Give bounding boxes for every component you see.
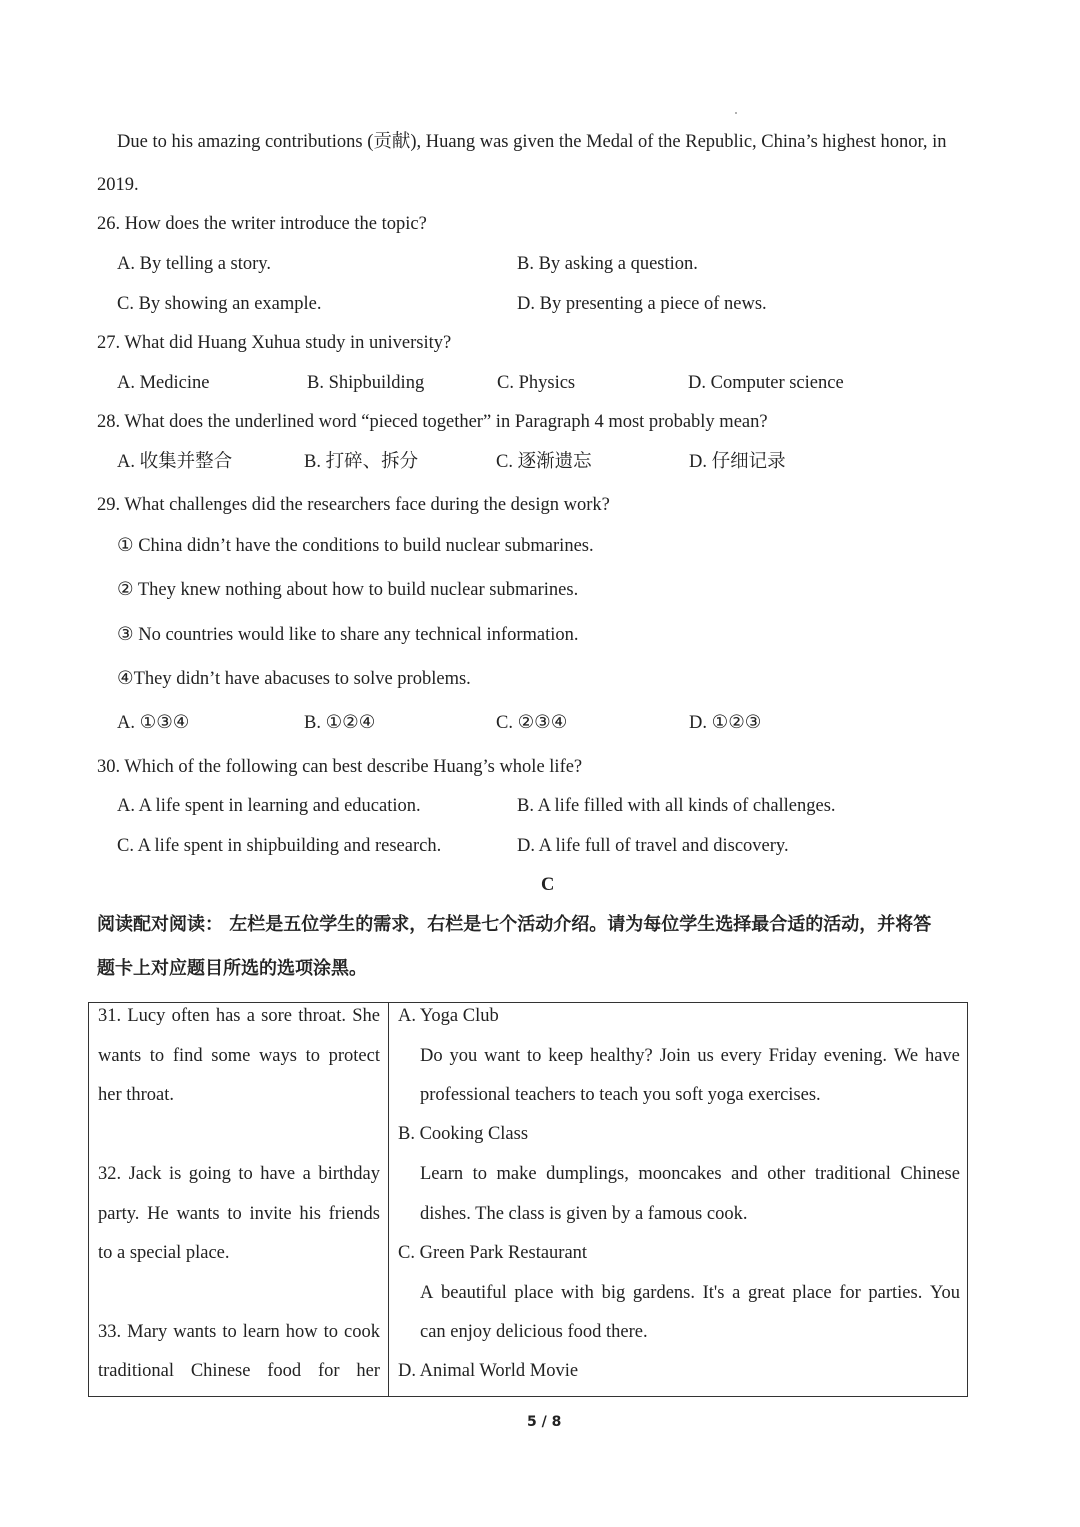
word: for <box>839 1283 861 1303</box>
activity-b-title: B. Cooking Class <box>398 1124 529 1144</box>
question-27-stem: 27. What did Huang Xuhua study in university? <box>97 333 452 353</box>
word: Chinese <box>190 1361 251 1381</box>
word: friends <box>328 1204 380 1224</box>
word: how <box>285 1322 318 1342</box>
word: with <box>561 1283 594 1303</box>
word: Join <box>659 1046 691 1066</box>
word: us <box>697 1046 714 1066</box>
word: She <box>352 1006 380 1026</box>
question-30-stem: 30. Which of the following can best describe Huang’s whole life? <box>97 757 583 777</box>
activity-c-desc: can enjoy delicious food there. <box>420 1322 648 1342</box>
word: have <box>924 1046 960 1066</box>
word: cook <box>344 1322 380 1342</box>
activity-a-desc: professional teachers to teach you soft yoga exercises. <box>420 1085 821 1105</box>
option-29-b: B. ①②④ <box>304 713 376 733</box>
word: It's <box>702 1283 725 1303</box>
word: birthday <box>318 1164 380 1184</box>
word: protect <box>328 1046 380 1066</box>
option-28-b: B. 打碎、拆分 <box>304 452 419 472</box>
statement-29-2: ② They knew nothing about how to build nuclear submarines. <box>117 580 579 600</box>
table-column-divider <box>388 1003 389 1396</box>
option-30-c: C. A life spent in shipbuilding and research. <box>117 836 442 856</box>
word: to <box>305 1046 320 1066</box>
passage-line: 2019. <box>97 175 139 195</box>
student-need-32: to a special place. <box>98 1243 230 1263</box>
option-28-a: A. 收集并整合 <box>117 452 233 472</box>
option-30-d: D. A life full of travel and discovery. <box>517 836 789 856</box>
word: to <box>222 1322 237 1342</box>
word: traditional <box>98 1361 175 1381</box>
word: a <box>246 1006 255 1026</box>
activity-c-title: C. Green Park Restaurant <box>398 1243 588 1263</box>
word: Lucy <box>127 1006 166 1026</box>
word: you <box>449 1046 478 1066</box>
word: want <box>484 1046 521 1066</box>
word: to <box>526 1046 542 1066</box>
activity-a-desc <box>420 1047 960 1066</box>
activity-c-desc <box>420 1284 960 1303</box>
word: to <box>323 1322 339 1342</box>
option-26-c: C. By showing an example. <box>117 294 322 314</box>
word: keep <box>548 1046 584 1066</box>
student-need-33 <box>98 1323 380 1342</box>
word: his <box>299 1204 321 1224</box>
student-need-31 <box>98 1047 380 1066</box>
word: and <box>731 1164 758 1184</box>
word: ways <box>258 1046 297 1066</box>
word: find <box>172 1046 203 1066</box>
matching-table <box>88 1002 968 1397</box>
section-instruction: 阅读配对阅读： 左栏是五位学生的需求，右栏是七个活动介绍。请为每位学生选择最合适的活动，并将答 <box>97 914 932 935</box>
word: You <box>929 1283 960 1303</box>
word: big <box>601 1283 626 1303</box>
option-29-c: C. ②③④ <box>496 713 568 733</box>
word: for <box>317 1361 340 1381</box>
word: make <box>496 1164 537 1184</box>
word: a <box>732 1283 741 1303</box>
word: We <box>893 1046 919 1066</box>
page-number: 5 / 8 <box>527 1414 562 1430</box>
activity-b-desc <box>420 1165 960 1184</box>
word: is <box>168 1164 182 1184</box>
word: dumplings, <box>546 1164 629 1184</box>
question-29-stem: 29. What challenges did the researchers face during the design work? <box>97 495 610 515</box>
word: party. <box>98 1204 140 1224</box>
word: A <box>420 1283 434 1303</box>
word: every <box>720 1046 762 1066</box>
option-29-a: A. ①③④ <box>117 713 190 733</box>
word: gardens. <box>632 1283 695 1303</box>
option-26-a: A. By telling a story. <box>117 254 271 274</box>
word: place <box>792 1283 832 1303</box>
word: learn <box>242 1322 280 1342</box>
word: wants <box>98 1046 142 1066</box>
activity-b-desc: dishes. The class is given by a famous cook. <box>420 1204 748 1224</box>
option-27-c: C. Physics <box>497 373 576 393</box>
word: Mary <box>127 1322 168 1342</box>
activity-a-title: A. Yoga Club <box>398 1006 499 1026</box>
student-need-31 <box>98 1007 380 1026</box>
student-need-32 <box>98 1205 380 1224</box>
word: He <box>147 1204 169 1224</box>
word: to <box>149 1046 165 1066</box>
student-need-32 <box>98 1165 380 1184</box>
option-27-d: D. Computer science <box>688 373 844 393</box>
option-26-d: D. By presenting a piece of news. <box>517 294 767 314</box>
word: healthy? <box>590 1046 653 1066</box>
question-28-stem: 28. What does the underlined word “pieced together” in Paragraph 4 most probably mean? <box>97 412 768 432</box>
option-30-a: A. A life spent in learning and education. <box>117 796 421 816</box>
statement-29-3: ③ No countries would like to share any technical information. <box>117 625 579 645</box>
word: parties. <box>868 1283 923 1303</box>
option-27-a: A. Medicine <box>117 373 210 393</box>
word: Chinese <box>900 1164 960 1184</box>
question-26-stem: 26. How does the writer introduce the topic? <box>97 214 427 234</box>
passage-line: Due to his amazing contributions (贡献), Huang was given the Medal of the Republic, China’s highest honor, in <box>117 132 947 152</box>
word: has <box>215 1006 241 1026</box>
word: invite <box>249 1204 292 1224</box>
word: other <box>767 1164 806 1184</box>
word: wants <box>176 1204 220 1224</box>
word: beautiful <box>441 1283 507 1303</box>
word: Friday <box>768 1046 817 1066</box>
word: food <box>267 1361 302 1381</box>
section-instruction: 题卡上对应题目所选的选项涂黑。 <box>97 958 367 979</box>
word: to <box>472 1164 488 1184</box>
word: great <box>747 1283 785 1303</box>
word: evening. <box>823 1046 887 1066</box>
student-need-33 <box>98 1362 380 1381</box>
word: throat. <box>298 1006 346 1026</box>
word: Jack <box>128 1164 162 1184</box>
option-28-c: C. 逐渐遗忘 <box>496 452 592 472</box>
section-heading: C <box>541 875 555 895</box>
word: to <box>238 1164 253 1184</box>
word: 32. <box>98 1164 122 1184</box>
word: sore <box>261 1006 292 1026</box>
word: 31. <box>98 1006 122 1026</box>
option-28-d: D. 仔细记录 <box>689 452 786 472</box>
word: wants <box>173 1322 217 1342</box>
word: traditional <box>814 1164 891 1184</box>
word: have <box>260 1164 296 1184</box>
word: Learn <box>420 1164 464 1184</box>
word: 33. <box>98 1322 122 1342</box>
option-29-d: D. ①②③ <box>689 713 762 733</box>
speck-mark <box>735 112 737 114</box>
word: Do <box>420 1046 443 1066</box>
word: to <box>227 1204 242 1224</box>
word: mooncakes <box>638 1164 722 1184</box>
word: place <box>514 1283 554 1303</box>
statement-29-4: ④They didn’t have abacuses to solve problems. <box>117 669 471 689</box>
statement-29-1: ① China didn’t have the conditions to build nuclear submarines. <box>117 536 594 556</box>
word: often <box>171 1006 210 1026</box>
option-26-b: B. By asking a question. <box>517 254 698 274</box>
word: a <box>302 1164 311 1184</box>
word: some <box>211 1046 251 1066</box>
option-30-b: B. A life filled with all kinds of challenges. <box>517 796 836 816</box>
activity-d-title: D. Animal World Movie <box>398 1361 579 1381</box>
student-need-31: her throat. <box>98 1085 175 1105</box>
word: going <box>188 1164 231 1184</box>
word: her <box>356 1361 380 1381</box>
option-27-b: B. Shipbuilding <box>307 373 425 393</box>
